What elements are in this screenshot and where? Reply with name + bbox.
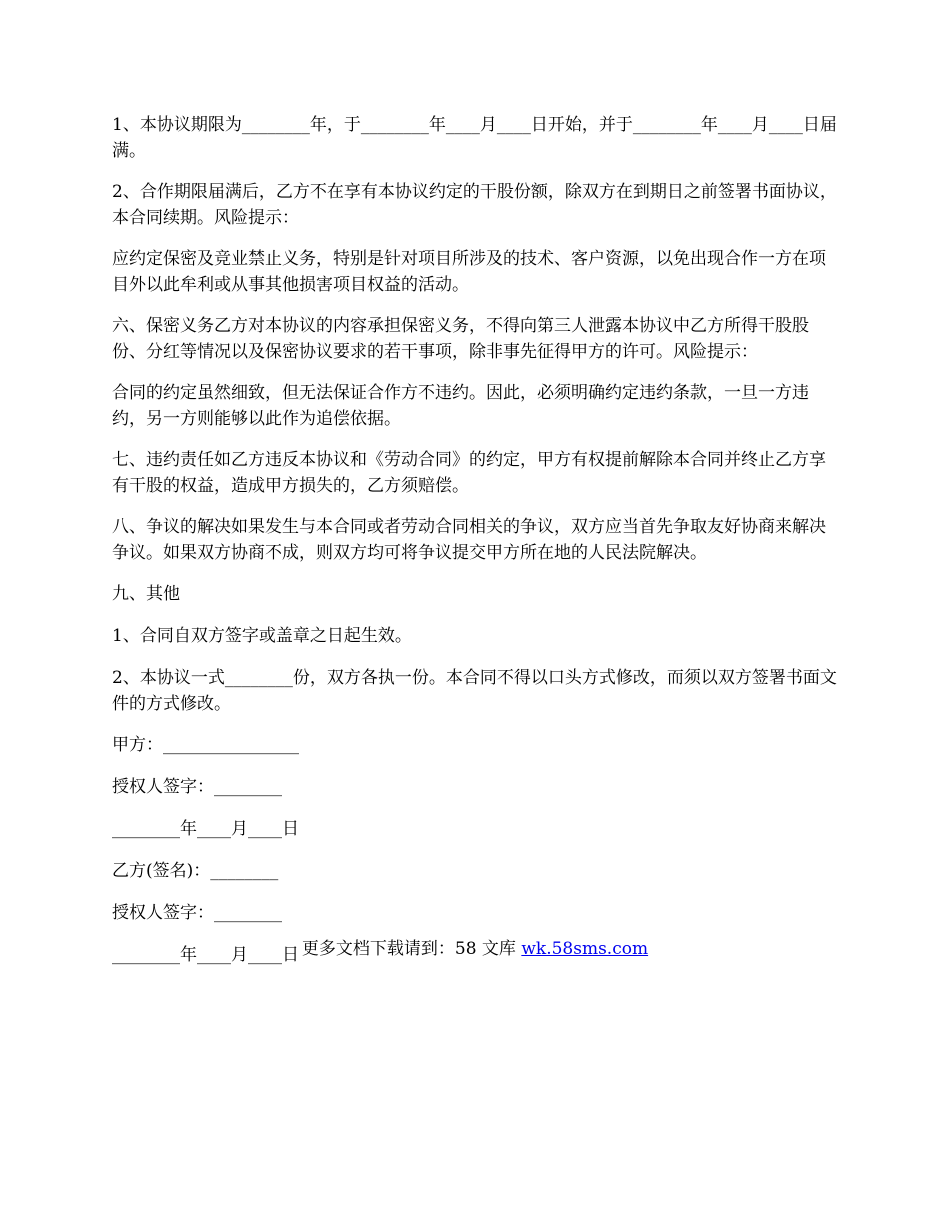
clause-dispute-resolution: 八、争议的解决如果发生与本合同或者劳动合同相关的争议，双方应当首先争取友好协商来解决争议。如果双方协商不成，则双方均可将争议提交甲方所在地的人民法院解决。 — [112, 517, 826, 563]
party-a-line: 甲方：________________ — [112, 735, 299, 755]
footer-text: 更多文档下载请到：58 文库 — [301, 939, 522, 959]
clause-confidentiality: 六、保密义务乙方对本协议的内容承担保密义务，不得向第三人泄露本协议中乙方所得干股股份、分红等情况以及保密协议要求的若干事项，除非事先征得甲方的许可。风险提示： — [112, 316, 809, 362]
document-body — [112, 112, 840, 984]
party-b-date-line: ________年____月____日 — [112, 945, 299, 965]
party-b-signatory-line: 授权人签字：________ — [112, 903, 282, 923]
risk-tip-confidentiality: 应约定保密及竞业禁止义务，特别是针对项目所涉及的技术、客户资源，以免出现合作一方在项目外以此牟利或从事其他损害项目权益的活动。 — [112, 249, 826, 295]
party-a-date-line: ________年____月____日 — [112, 819, 299, 839]
risk-tip-breach: 合同的约定虽然细致，但无法保证合作方不违约。因此，必须明确约定违约条款，一旦一方违约，另一方则能够以此作为追偿依据。 — [112, 383, 809, 429]
clause-copies: 2、本协议一式________份，双方各执一份。本合同不得以口头方式修改，而须以双方签署书面文件的方式修改。 — [112, 668, 837, 714]
party-a-signatory-line: 授权人签字：________ — [112, 777, 282, 797]
clause-effective: 1、合同自双方签字或盖章之日起生效。 — [112, 626, 412, 646]
footer-link[interactable]: wk.58sms.com — [521, 939, 649, 959]
clause-term: 1、本协议期限为________年，于________年____月____日开始，并于________年____月____日届满。 — [112, 115, 837, 161]
download-footer — [0, 936, 950, 962]
clause-expiry: 2、合作期限届满后，乙方不在享有本协议约定的干股份额，除双方在到期日之前签署书面协议，本合同续期。风险提示： — [112, 182, 837, 228]
section-other-heading: 九、其他 — [112, 584, 180, 604]
clause-breach-liability: 七、违约责任如乙方违反本协议和《劳动合同》的约定，甲方有权提前解除本合同并终止乙方享有干股的权益，造成甲方损失的，乙方须赔偿。 — [112, 450, 826, 496]
party-b-line: 乙方(签名)：________ — [112, 861, 279, 881]
